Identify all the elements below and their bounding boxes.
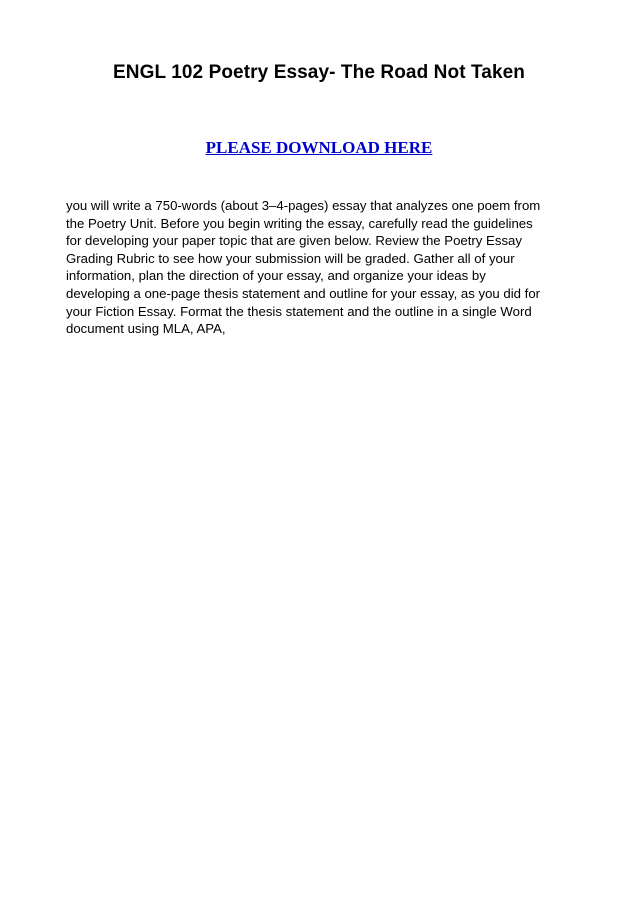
page-title: ENGL 102 Poetry Essay- The Road Not Taken [112,62,526,83]
body-line: you will write a 750-words (about 3–4-pages) essay that analyzes one poem from [66,198,541,213]
body-line: Grading Rubric to see how your submission will be graded. Gather all of your [66,250,515,266]
body-line: your Fiction Essay. Format the thesis statement and the outline in a single Word [66,303,532,319]
body-paragraph [66,197,586,338]
body-line: the Poetry Unit. Before you begin writing the essay, carefully read the guidelines [66,215,533,231]
body-line: for developing your paper topic that are given below. Review the Poetry Essay [66,233,522,249]
download-link[interactable]: PLEASE DOWNLOAD HERE [205,138,433,157]
body-line: information, plan the direction of your essay, and organize your ideas by [66,268,486,284]
body-line: developing a one-page thesis statement and outline for your essay, as you did for [66,285,541,301]
body-line: document using MLA, APA, [66,321,226,337]
